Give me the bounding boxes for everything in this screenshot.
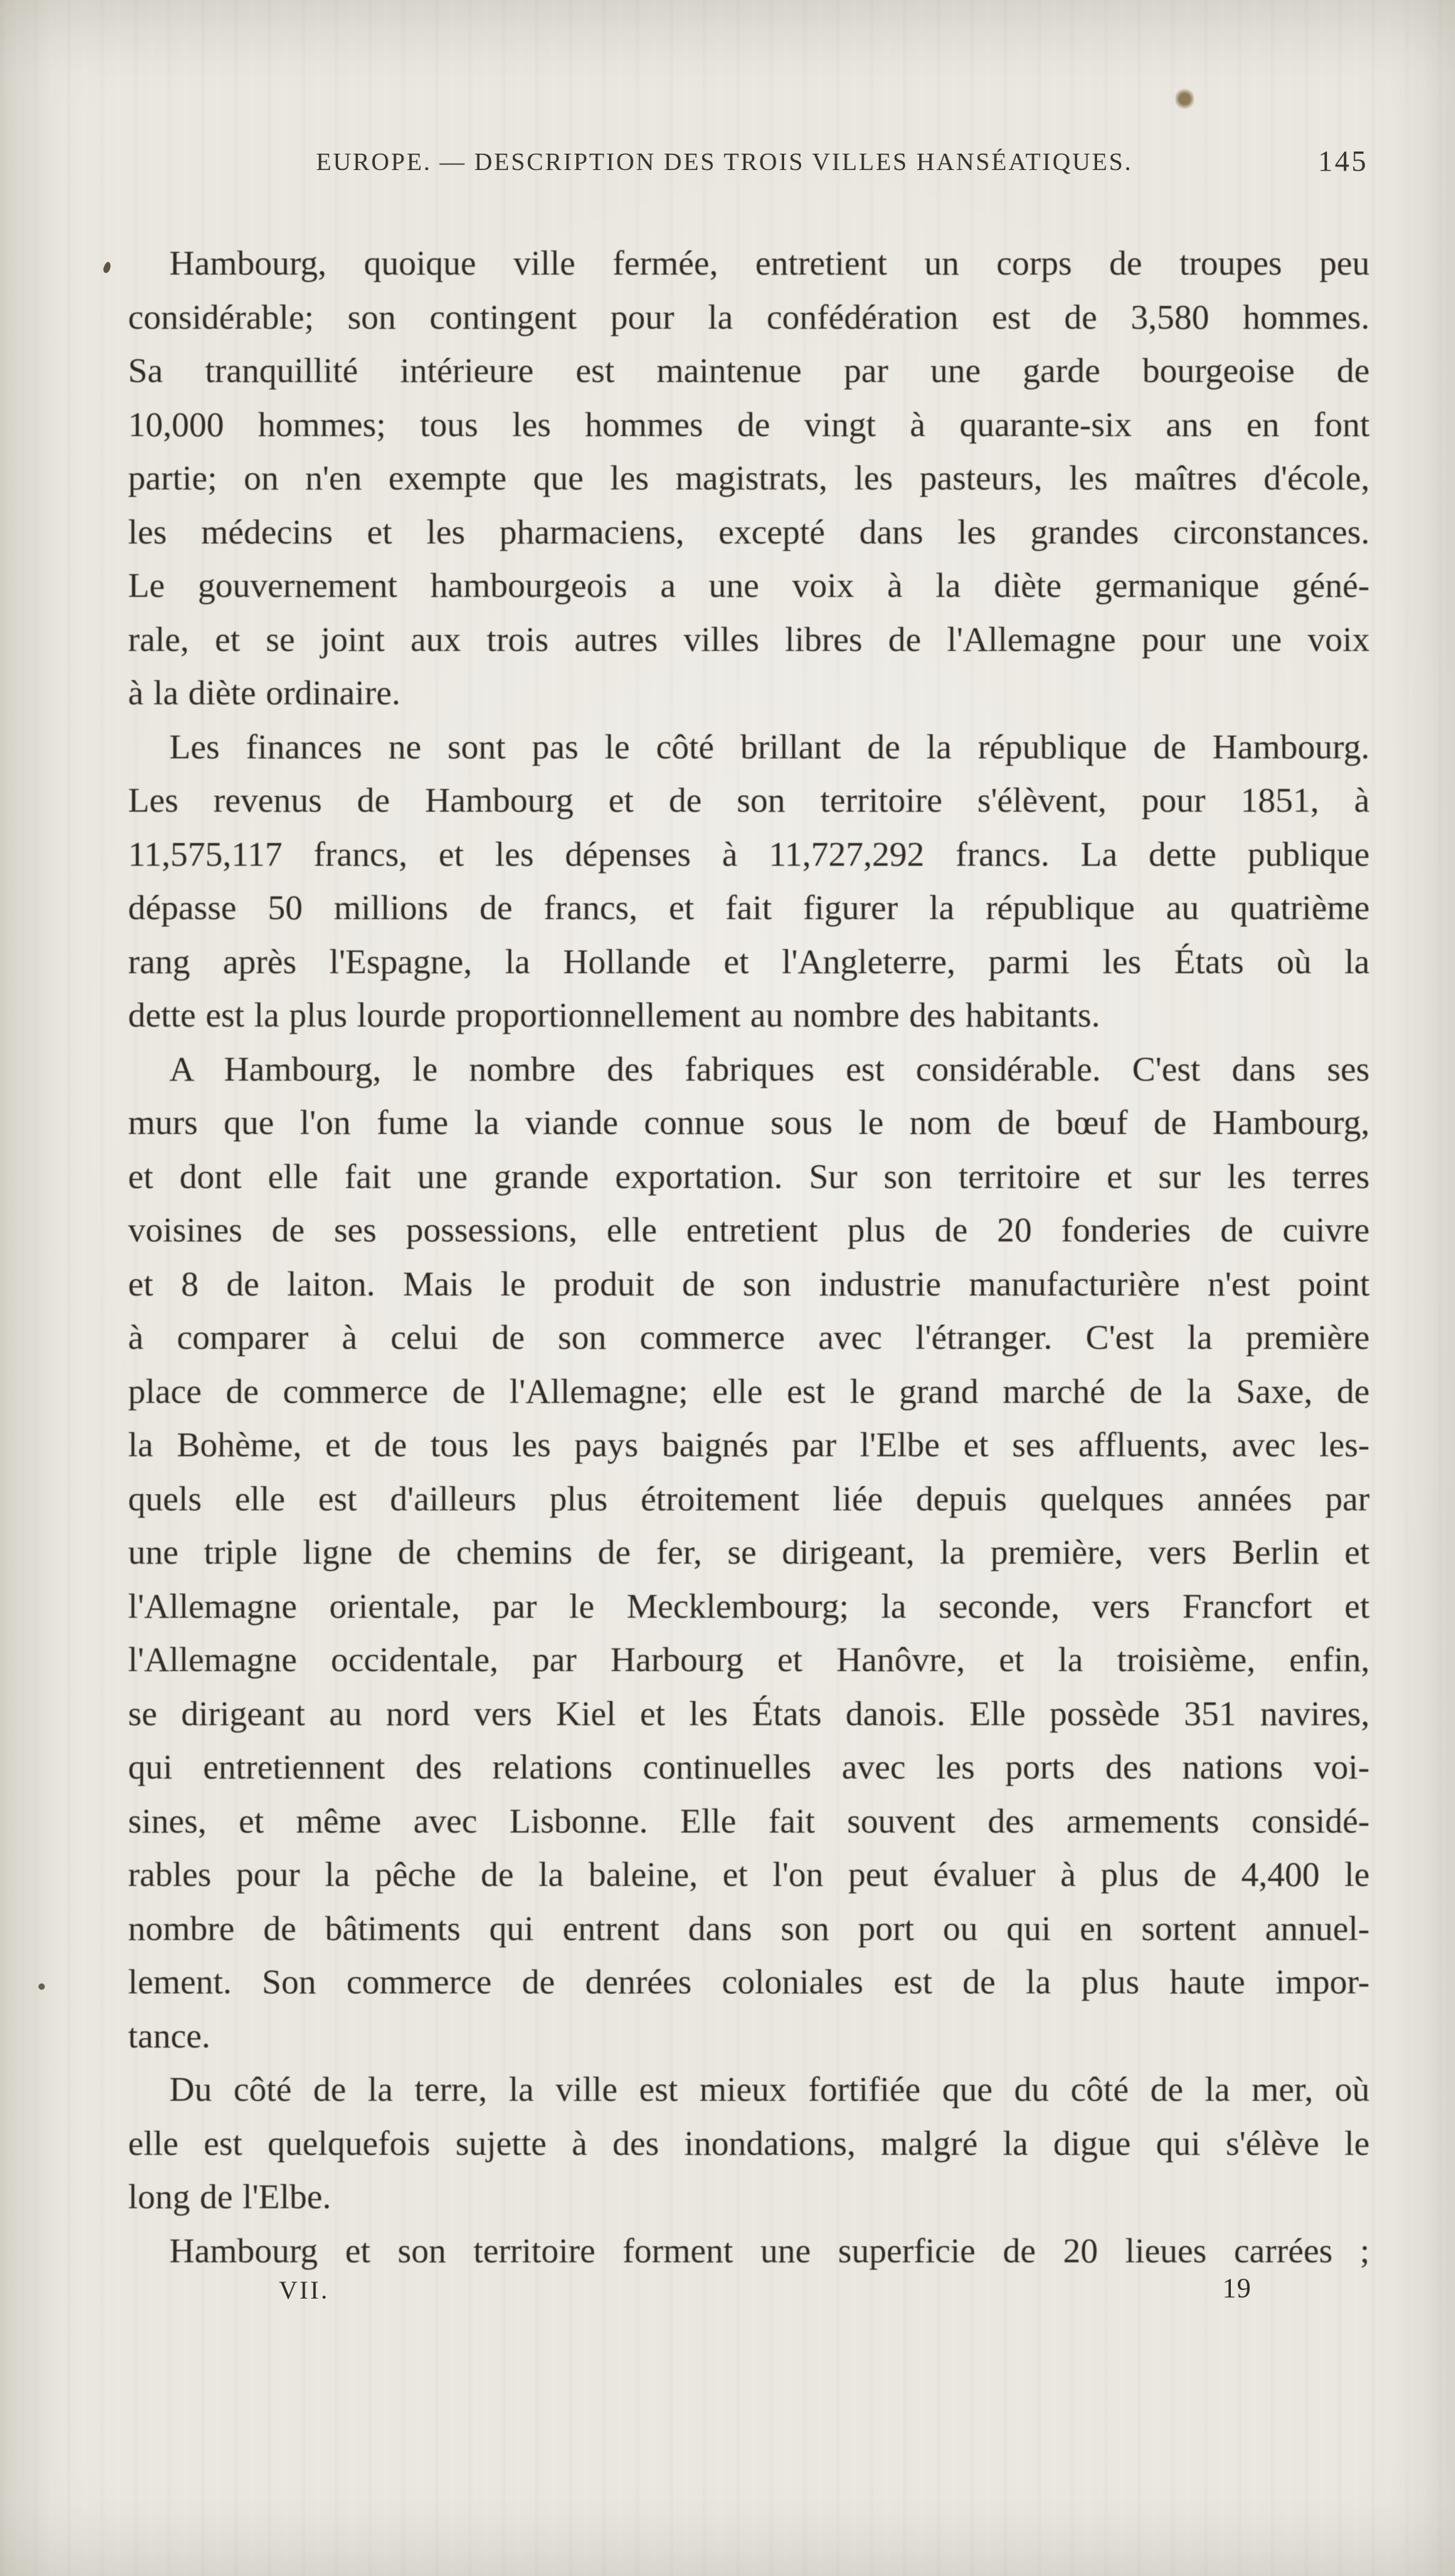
text-line: Hambourg, quoique ville fermée, entretient un corps de troupes peu bbox=[169, 243, 1370, 282]
text-line: dépasse 50 millions de francs, et fait figurer la république au quatrième bbox=[128, 888, 1370, 927]
text-line: rables pour la pêche de la baleine, et l'on peut évaluer à plus de 4,400 le bbox=[128, 1855, 1370, 1894]
text-line: voisines de ses possessions, elle entretient plus de 20 fonderies de cuivre bbox=[128, 1210, 1370, 1249]
text-line: la Bohème, et de tous les pays baignés par l'Elbe et ses affluents, avec les- bbox=[128, 1425, 1370, 1464]
text-line: rang après l'Espagne, la Hollande et l'Angleterre, parmi les États où la bbox=[128, 941, 1370, 981]
text-line: partie; on n'en exempte que les magistrats, les pasteurs, les maîtres d'école, bbox=[128, 458, 1370, 497]
body-text bbox=[128, 236, 1370, 2277]
text-line: qui entretiennent des relations continuelles avec les ports des nations voi- bbox=[128, 1747, 1370, 1786]
text-line: l'Allemagne occidentale, par Harbourg et Hanôvre, et la troisième, enfin, bbox=[128, 1640, 1370, 1679]
volume-signature: VII. bbox=[279, 2276, 329, 2304]
text-line: 11,575,117 francs, et les dépenses à 11,727,292 francs. La dette publique bbox=[128, 834, 1370, 874]
text-line: Du côté de la terre, la ville est mieux fortifiée que du côté de la mer, où bbox=[169, 2069, 1370, 2109]
text-line: et 8 de laiton. Mais le produit de son industrie manufacturière n'est point bbox=[128, 1263, 1370, 1303]
page-number: 145 bbox=[1318, 144, 1368, 177]
text-line: murs que l'on fume la viande connue sous le nom de bœuf de Hambourg, bbox=[128, 1103, 1370, 1142]
text-line: Hambourg et son territoire forment une superficie de 20 lieues carrées ; bbox=[169, 2230, 1370, 2270]
paper-stain bbox=[1175, 88, 1194, 110]
text-line: quels elle est d'ailleurs plus étroitement liée depuis quelques années par bbox=[128, 1478, 1370, 1518]
text-line: une triple ligne de chemins de fer, se dirigeant, la première, vers Berlin et bbox=[128, 1532, 1370, 1571]
text-line: nombre de bâtiments qui entrent dans son port ou qui en sortent annuel- bbox=[128, 1908, 1370, 1948]
text-line: A Hambourg, le nombre des fabriques est considérable. C'est dans ses bbox=[169, 1049, 1370, 1088]
text-line: et dont elle fait une grande exportation. Sur son territoire et sur les terres bbox=[128, 1156, 1370, 1196]
running-head bbox=[128, 144, 1370, 179]
text-line: place de commerce de l'Allemagne; elle est le grand marché de la Saxe, de bbox=[128, 1371, 1370, 1411]
text-line: Les revenus de Hambourg et de son territoire s'élèvent, pour 1851, à bbox=[128, 780, 1370, 820]
text-line: dette est la plus lourde proportionnellement au nombre des habitants. bbox=[128, 995, 1101, 1034]
text-line: à la diète ordinaire. bbox=[128, 673, 401, 712]
text-line: l'Allemagne orientale, par le Mecklembourg; la seconde, vers Francfort et bbox=[128, 1586, 1370, 1626]
text-line: 10,000 hommes; tous les hommes de vingt à quarante-six ans en font bbox=[128, 404, 1370, 444]
running-head-title: EUROPE. — DESCRIPTION DES TROIS VILLES HANSÉATIQUES. bbox=[316, 148, 1133, 176]
text-line: long de l'Elbe. bbox=[128, 2177, 332, 2216]
text-line: tance. bbox=[128, 2015, 211, 2055]
text-line: lement. Son commerce de denrées coloniales est de la plus haute impor- bbox=[128, 1962, 1370, 2001]
sheet-number: 19 bbox=[1222, 2273, 1252, 2304]
text-line: rale, et se joint aux trois autres villes libres de l'Allemagne pour une voix bbox=[128, 619, 1370, 659]
text-line: Sa tranquillité intérieure est maintenue par une garde bourgeoise de bbox=[128, 351, 1370, 390]
text-line: les médecins et les pharmaciens, excepté dans les grandes circonstances. bbox=[128, 512, 1370, 551]
ink-speck bbox=[38, 1983, 45, 1990]
text-line: Le gouvernement hambourgeois a une voix à la diète germanique géné- bbox=[128, 566, 1370, 605]
text-line: sines, et même avec Lisbonne. Elle fait souvent des armements considé- bbox=[128, 1801, 1370, 1840]
text-line: se dirigeant au nord vers Kiel et les États danois. Elle possède 351 navires, bbox=[128, 1693, 1370, 1733]
text-line: Les finances ne sont pas le côté brillant de la république de Hambourg. bbox=[169, 726, 1370, 766]
ink-speck bbox=[102, 261, 112, 274]
footer-signature-line bbox=[128, 2269, 1370, 2315]
text-line: à comparer à celui de son commerce avec l'étranger. C'est la première bbox=[128, 1318, 1370, 1357]
text-line: considérable; son contingent pour la confédération est de 3,580 hommes. bbox=[128, 297, 1370, 336]
text-line: elle est quelquefois sujette à des inondations, malgré la digue qui s'élève le bbox=[128, 2123, 1370, 2163]
